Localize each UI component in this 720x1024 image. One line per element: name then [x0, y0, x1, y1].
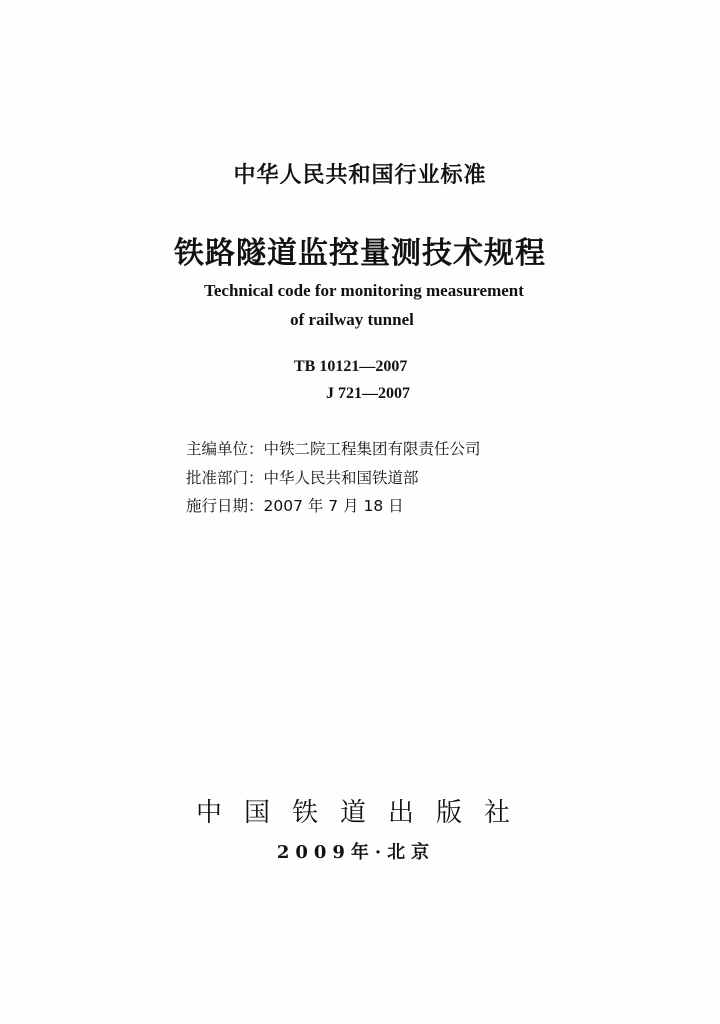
tb-standard-code: TB 10121—2007 — [294, 358, 408, 375]
document-title-chinese: 铁路隧道监控量测技术规程 — [174, 236, 546, 271]
effective-date: 施行日期：2007 年 7 月 18 日 — [186, 497, 404, 515]
document-title-english-line2: of railway tunnel — [290, 310, 414, 329]
standard-series-heading: 中华人民共和国行业标准 — [233, 163, 487, 188]
approving-department: 批准部门：中华人民共和国铁道部 — [186, 469, 419, 487]
document-title-english-line1: Technical code for monitoring measurement — [204, 281, 524, 300]
j-standard-code: J 721—2007 — [326, 385, 410, 402]
publication-year-place: 2009年·北京 — [276, 842, 436, 863]
publisher-name: 中国铁道出版社 — [195, 798, 532, 828]
editor-unit: 主编单位：中铁二院工程集团有限责任公司 — [186, 440, 481, 458]
